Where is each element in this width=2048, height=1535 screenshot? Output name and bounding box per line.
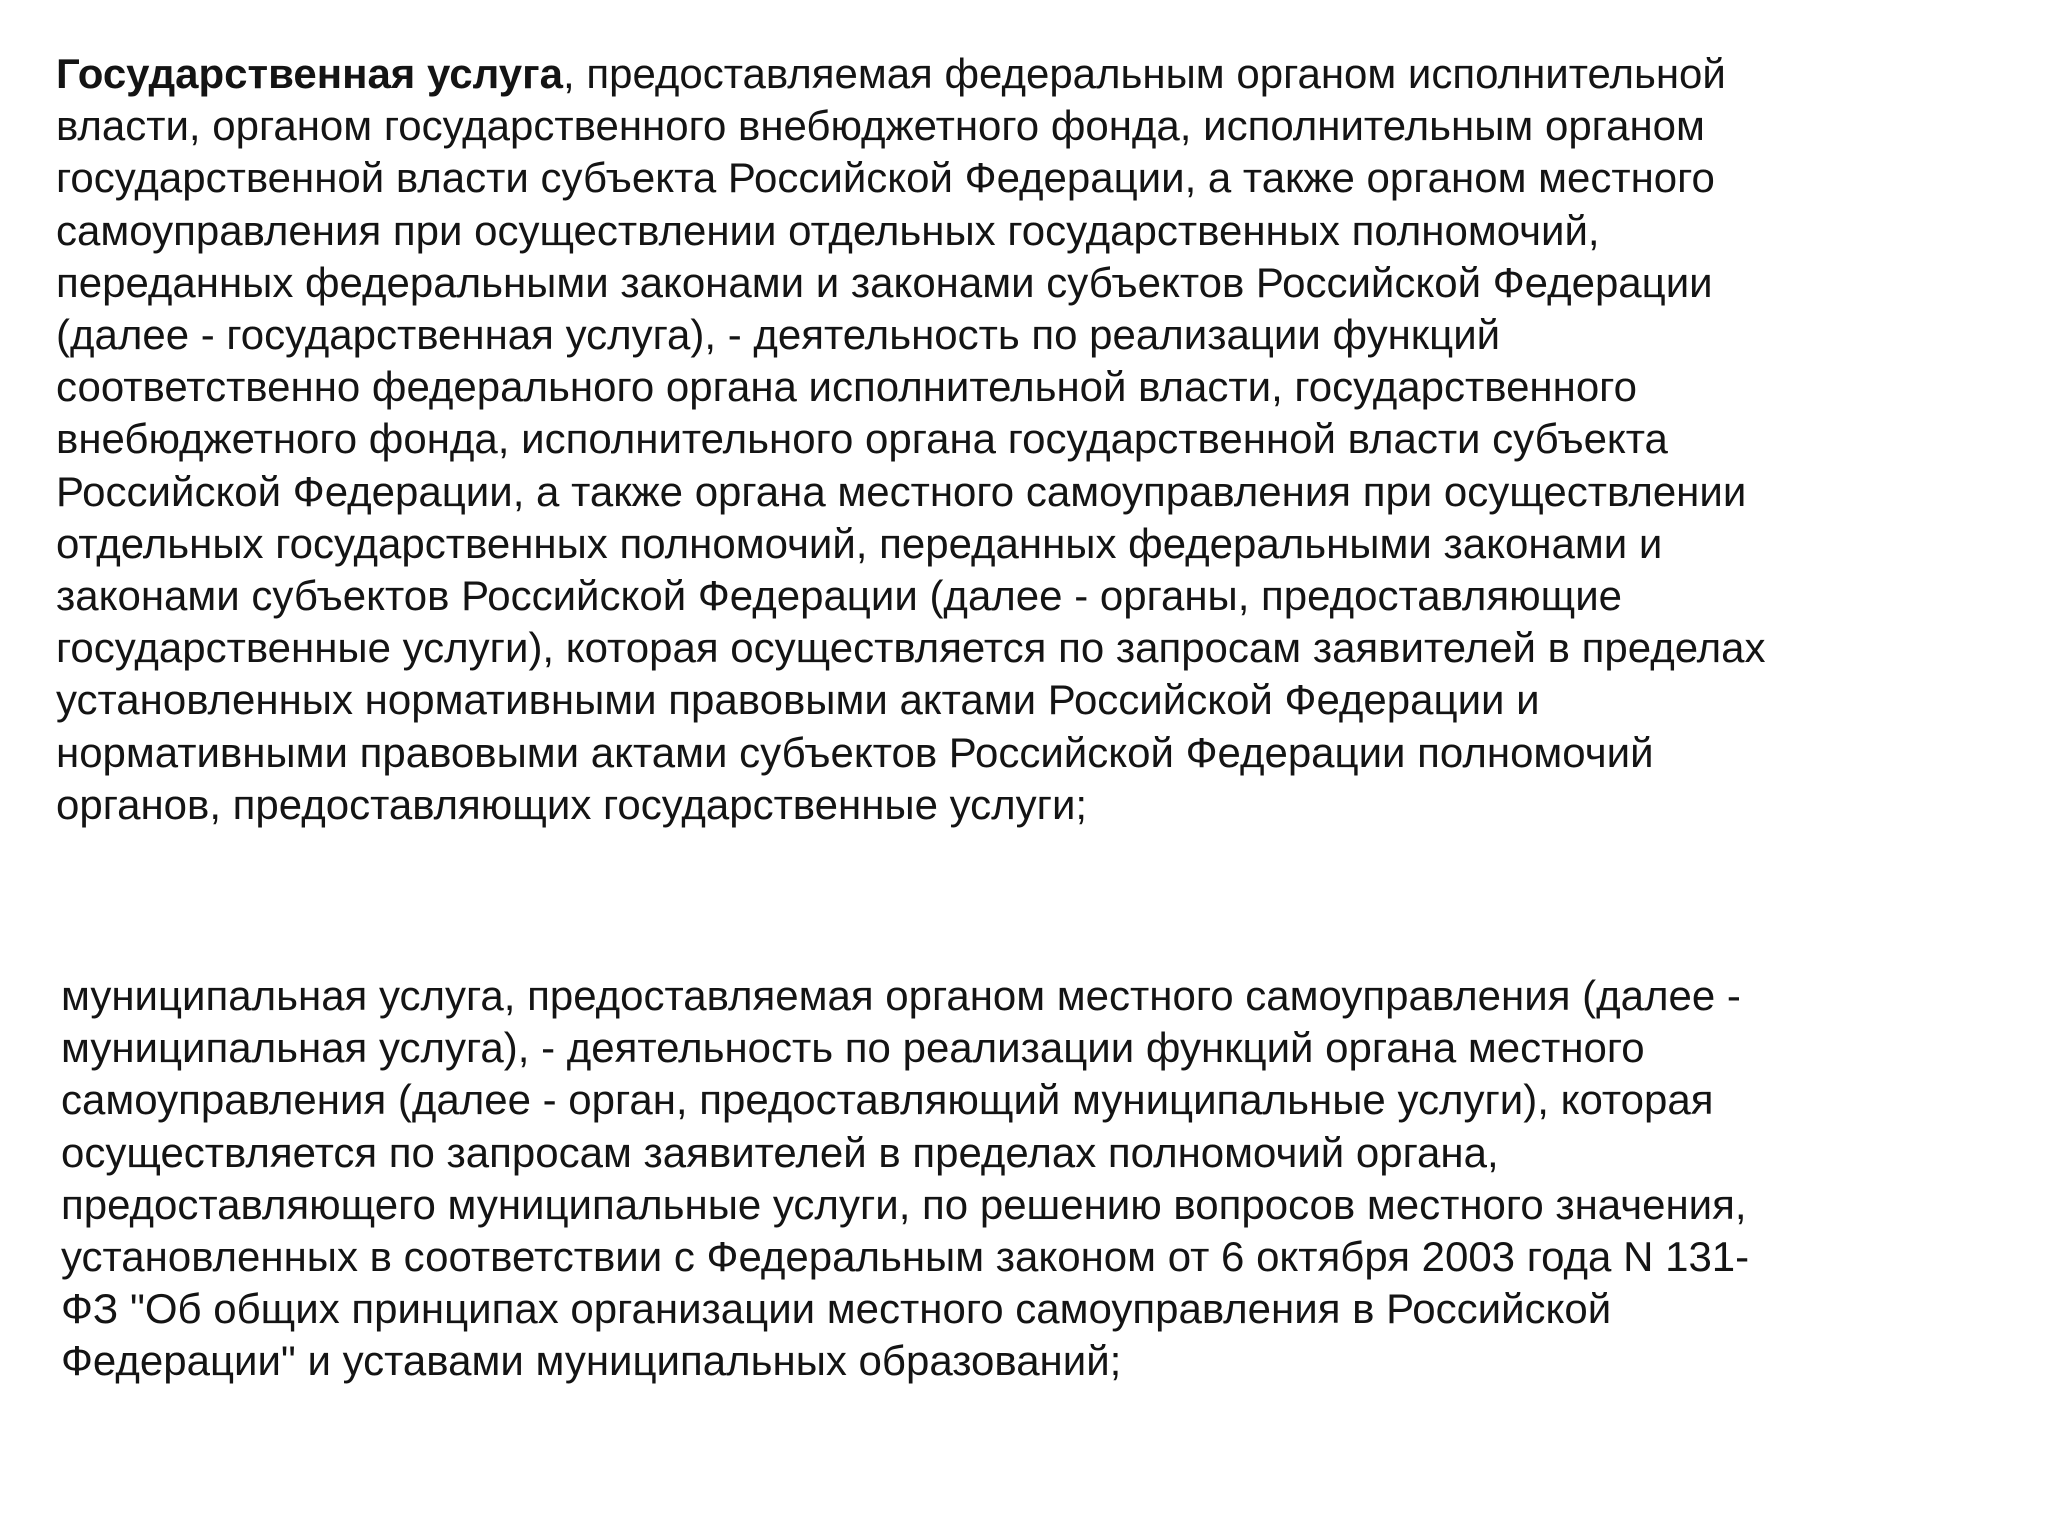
paragraph-municipal-service (61, 970, 1749, 1388)
text-line: внебюджетного фонда, исполнительного органа государственной власти субъекта (56, 415, 1668, 463)
text-line: предоставляющего муниципальные услуги, по решению вопросов местного значения, (61, 1180, 1747, 1228)
text-line: муниципальная услуга), - деятельность по реализации функций органа местного (61, 1024, 1645, 1072)
text-line: переданных федеральными законами и законами субъектов Российской Федерации (56, 258, 1713, 306)
text-line: (далее - государственная услуга), - деятельность по реализации функций (56, 311, 1501, 359)
text-line: Российской Федерации, а также органа местного самоуправления при осуществлении (56, 467, 1747, 515)
text-line: самоуправления при осуществлении отдельных государственных полномочий, (56, 206, 1600, 254)
text-line: государственные услуги), которая осуществляется по запросам заявителей в пределах (56, 624, 1766, 672)
text-line: государственной власти субъекта Российской Федерации, а также органом местного (56, 154, 1715, 202)
text-line (56, 48, 1766, 100)
text-line: органов, предоставляющих государственные услуги; (56, 780, 1088, 828)
text-line-content: , предоставляемая федеральным органом исполнительной (563, 50, 1726, 97)
text-line: Федерации" и уставами муниципальных образований; (61, 1337, 1122, 1385)
text-line: власти, органом государственного внебюджетного фонда, исполнительным органом (56, 102, 1705, 150)
text-line: самоуправления (далее - орган, предоставляющий муниципальные услуги), которая (61, 1076, 1714, 1124)
text-line: установленных нормативными правовыми актами Российской Федерации и (56, 676, 1540, 724)
paragraph-state-service (56, 48, 1766, 831)
text-line: ФЗ "Об общих принципах организации местного самоуправления в Российской (61, 1285, 1612, 1333)
defined-term: Государственная услуга (56, 50, 563, 97)
text-line: соответственно федерального органа исполнительной власти, государственного (56, 363, 1637, 411)
text-line: осуществляется по запросам заявителей в пределах полномочий органа, (61, 1128, 1499, 1176)
text-line: нормативными правовыми актами субъектов Российской Федерации полномочий (56, 728, 1654, 776)
text-line: законами субъектов Российской Федерации (далее - органы, предоставляющие (56, 572, 1623, 620)
text-line: муниципальная услуга, предоставляемая органом местного самоуправления (далее - (61, 972, 1741, 1019)
text-line: отдельных государственных полномочий, переданных федеральными законами и (56, 519, 1663, 567)
text-line: установленных в соответствии с Федеральным законом от 6 октября 2003 года N 131- (61, 1233, 1750, 1281)
